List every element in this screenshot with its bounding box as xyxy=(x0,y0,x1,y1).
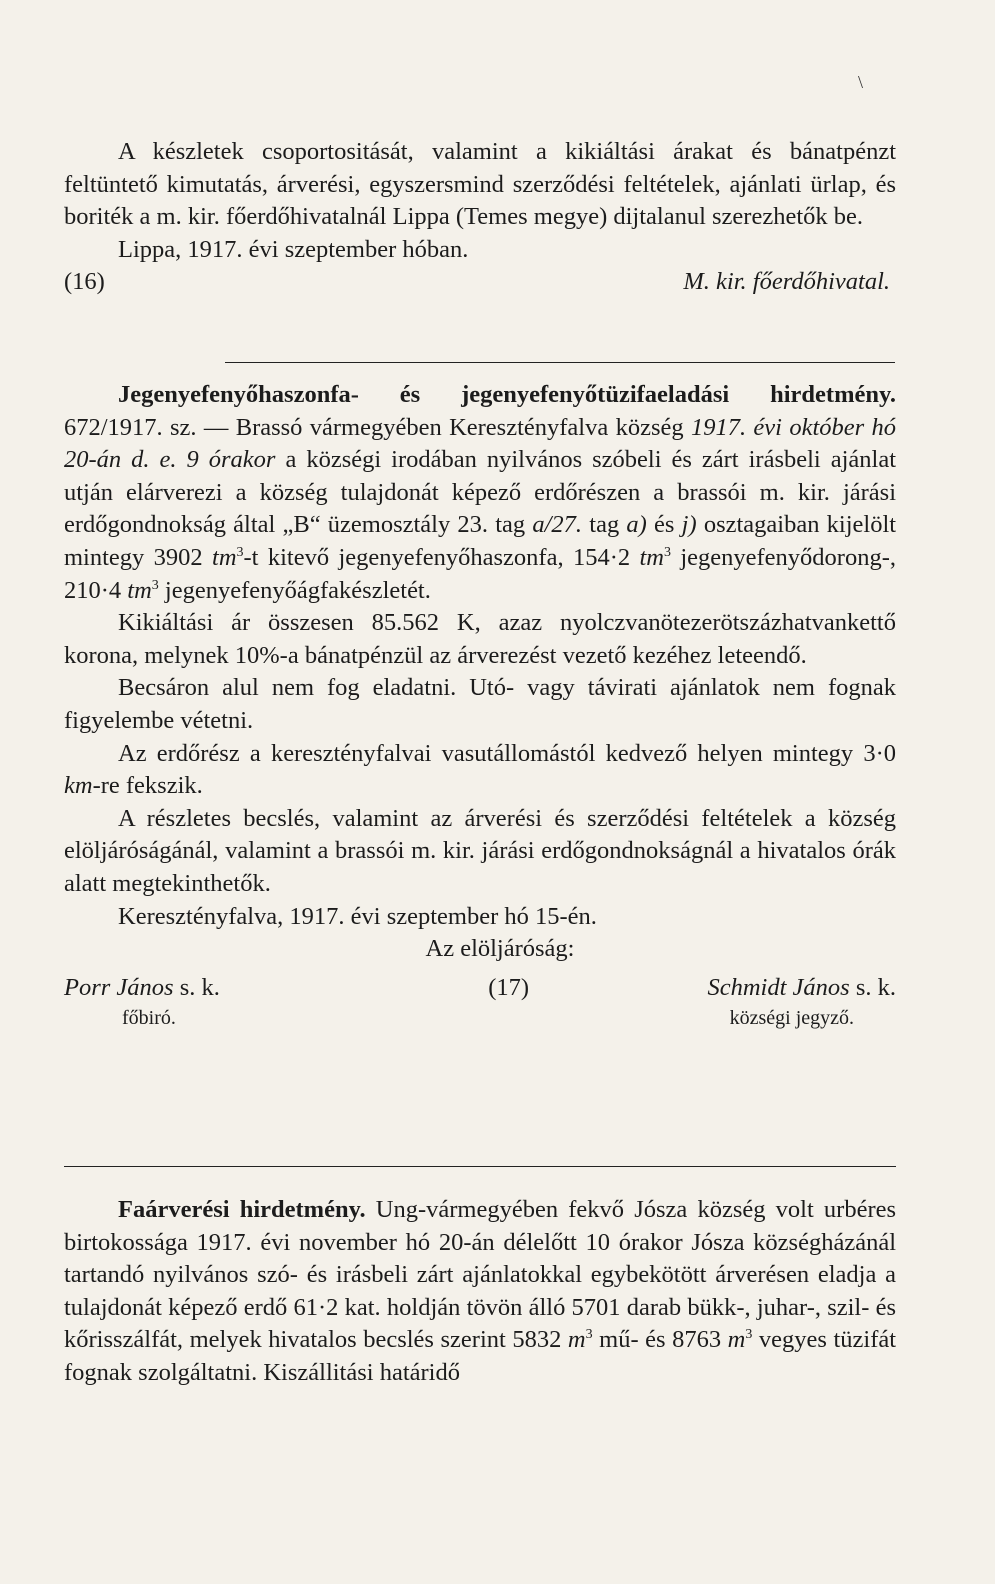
notice-1-body: A készletek csoportositását, valamint a kikiáltási árakat és bánatpénzt feltüntető kimutatás, árverési, egyszersmind szerződési feltételek, ajánlati ürlap, és boriték a m. kir. főerdőhivatalnál Lippa (Temes megye) dijtalanul szerezhetők be. xyxy=(64,138,896,231)
notice-2-authority: Az elöljáróság: xyxy=(425,935,575,963)
conditions-paragraph: Becsáron alul nem fog eladatni. Utó- vagy távirati ajánlatok nem fognak figyelembe vétetni. xyxy=(64,674,896,734)
notice-3-body: Faárverési hirdetmény. Ung-vármegyében fekvő Jósza község volt urbéres birtokossága 1917. évi november hó 20-án délelőtt 10 órakor Jósza községházánál tartandó nyilvános szó- és irásbeli zárt ajánlatokkal egybekötött árverésen eladja a tulajdonát képező erdő 61·2 kat. holdján tövön álló 5701 darab bükk-, juhar-, szil- és kőrisszálfát, melyek hivatalos becslés szerint 5832 $m^3$ mű- és 8763 $m^3$ vegyes tüzifát fognak szolgáltatni. Kiszállitási határidő xyxy=(64,1196,897,1386)
separator-rule-1 xyxy=(225,362,895,363)
signer-left-title: főbiró. xyxy=(122,1007,176,1030)
notice-1-place-date: Lippa, 1917. évi szeptember hóban. xyxy=(118,235,469,263)
signer-right-title: községi jegyző. xyxy=(729,1007,854,1030)
separator-rule-2 xyxy=(64,1166,896,1167)
notice-1-number: (16) xyxy=(64,268,105,296)
notice-2 xyxy=(64,379,896,1032)
notice-1-signer: M. kir. főerdőhivatal. xyxy=(683,268,890,296)
notice-2-signer-titles xyxy=(64,1004,896,1032)
signer-left: Porr János s. k. xyxy=(64,973,220,1001)
notice-3 xyxy=(64,1194,896,1390)
notice-1-signature-line xyxy=(64,266,896,299)
inspection-paragraph: A részletes becslés, valamint az árverési és szerződési feltételek a község elöljáróságánál, valamint a brassói m. kir. járási erdőgondnokságnál a hivatalos órák alatt megtekinthetők. xyxy=(64,804,896,897)
signer-right: Schmidt János s. k. xyxy=(707,973,896,1001)
notice-2-title: Jegenyefenyőhaszonfa- és jegenyefenyőtüzifaeladási hirdetmény. xyxy=(118,381,896,408)
notice-3-title: Faárverési hirdetmény. xyxy=(118,1196,366,1223)
notice-2-place-date: Keresztényfalva, 1917. évi szeptember hó 15-én. xyxy=(118,902,597,930)
notice-2-body: Jegenyefenyőhaszonfa- és jegenyefenyőtüzifaeladási hirdetmény. 672/1917. sz. — Brassó vármegyében Keresztényfalva község 1917. évi október hó 20-án d. e. 9 órakor a községi irodában nyilvános szóbeli és zárt irásbeli ajánlat utján elárverezi a község tulajdonát képező erdőrészen a brassói m. kir. járási erdőgondnokság által „B“ üzemosztály 23. tag a/27. tag a) és j) osztagaiban kijelölt mintegy 3902 $tm^3-t$ kitevő jegenyefenyőhaszonfa, 154·2 $tm^3$ jegenyefenyődorong-, 210·4 $tm^3$ jegenyefenyőágfakészletét. xyxy=(64,381,897,604)
page-mark: \ xyxy=(858,72,864,92)
notice-2-signature-line xyxy=(64,972,896,1005)
starting-price-paragraph: Kikiáltási ár összesen 85.562 K, azaz nyolczvanötezerötszázhatvankettő korona, melynek 10%-a bánatpénzül az árverezést vezető kezéhez leteendő. xyxy=(64,609,896,669)
auction-date: 1917. évi október hó 20-án d. e. 9 órakor xyxy=(64,413,896,474)
location-paragraph: Az erdőrész a keresztényfalvai vasutállomástól kedvező helyen mintegy 3·0 km-re fekszik. xyxy=(64,739,896,800)
notice-1 xyxy=(64,136,896,299)
notice-2-number: (17) xyxy=(488,973,530,1001)
